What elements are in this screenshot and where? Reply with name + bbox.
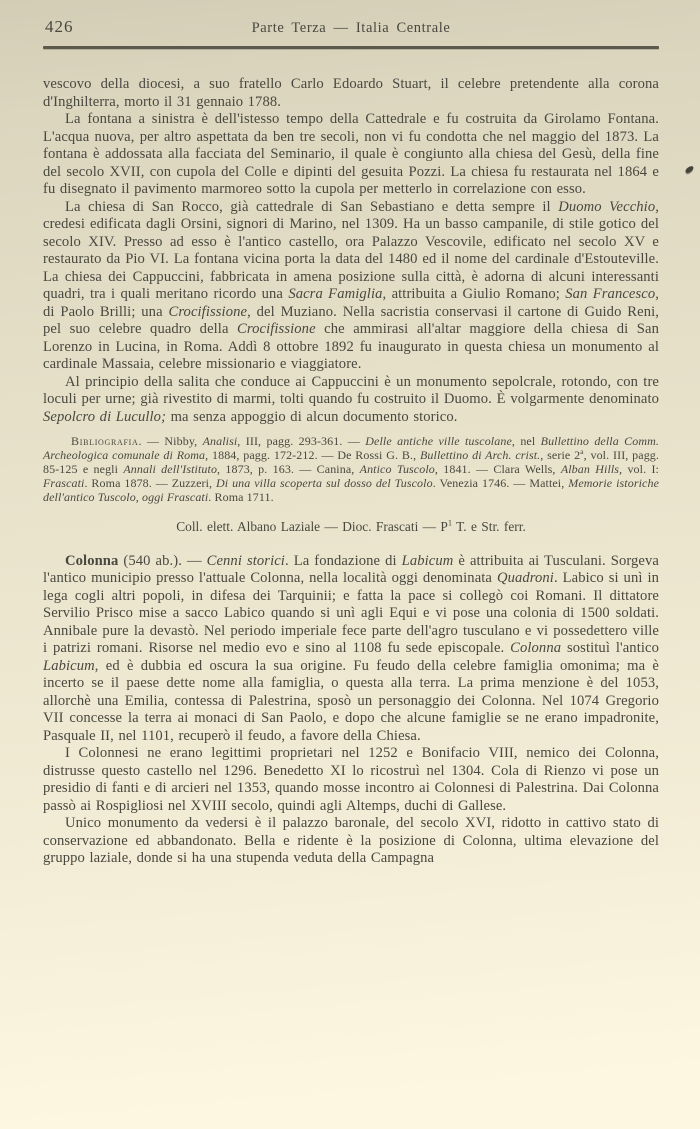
text-segment: Frascati — [43, 475, 85, 490]
para-vescovo-continuation — [43, 76, 659, 111]
text-segment: Unico monumento da vedersi è il palazzo baronale, del secolo XVI, ridotto in cattivo stato di conservazione ed abbandonato. Bella e ridente è la posizione di Colonna, ultima elevazione del gruppo laziale, donde si ha una stupenda veduta della Campagna — [43, 815, 659, 867]
text-segment: Coll. elett. Albano Laziale — Dioc. Frascati — P — [176, 518, 448, 534]
text-segment: T. e Str. ferr. — [452, 518, 526, 534]
text-segment: I Colonnesi ne erano legittimi proprietari nel 1252 e Bonifacio VIII, nemico dei Colonna, distrusse questo castello nel 1296. Benedetto XI lo ricostruì nel 1304. Cola di Rienzo vi pose un presidio di fanti e di arcieri nel 1353, quando mosse incontro ai Colonnesi di Palestrina. Dai Colonna passò ai Rospigliosi nel XVIII secolo, quindi agli Altemps, duchi di Gallese. — [43, 745, 659, 814]
text-segment: . — Nibby, — [138, 434, 203, 448]
text-segment: , vol. III, pagg. 85-125 e negli — [43, 447, 659, 476]
text-segment: Bullettino di Arch. crist. — [419, 447, 541, 462]
page-header — [43, 17, 659, 39]
text-segment: , di Paolo Brilli; una — [43, 286, 659, 320]
text-segment: 1 — [447, 518, 453, 528]
text-segment: , del Muziano. Nella sacristia conservasi il cartone di Guido Reni, pel suo celebre quadro della — [43, 303, 660, 337]
text-segment: Bibliografia — [71, 434, 139, 448]
text-segment: Sacra Famiglia — [288, 286, 383, 302]
text-segment: Annali dell'Istituto — [123, 461, 218, 476]
text-segment: , 1884, pagg. 172-212. — De Rossi G. B., — [205, 447, 420, 462]
para-palazzo-baronale — [43, 815, 659, 868]
text-segment: , III, pagg. 293-361. — — [237, 434, 366, 448]
text-segment: a — [580, 446, 584, 456]
collegio-line — [43, 519, 659, 535]
text-segment: , attribuita a Giulio Romano; — [382, 286, 566, 302]
bibliography — [43, 435, 659, 505]
text-segment: Labicum — [401, 552, 454, 569]
text-segment: Labicum — [43, 657, 95, 674]
text-segment: , ed è dubbia ed oscura la sua origine. Fu feudo della celebre famiglia omonima; ma è incerto se il paese dette nome alla famiglia, o questa alla terra. La prima menzione è del 1053, allorchè una Emilia, contessa di Palestrina, sposò un personaggio dei Colonna. Nel 1074 Gregorio VII concesse la terra ai monaci di San Paolo, e dopo che alcune famiglie se ne erano impadronite, Pasquale II, nel 1101, recuperò il feudo, a favore della Chiesa. — [43, 657, 659, 744]
page-content — [43, 17, 659, 868]
para-colonnesi — [43, 745, 659, 815]
page-number: 426 — [45, 17, 74, 36]
text-segment: La chiesa di San Rocco, già cattedrale di San Sebastiano e detta sempre il — [65, 198, 559, 215]
text-segment: Quadroni — [496, 570, 554, 587]
text-segment: . Labico si unì in lega cogli altri popoli, in difesa dei Tarquinii; e fatta la pace si collegò coi Romani. Il dittatore Servilio Prisco mise a sacco Labico quando si unì agli Equi e vi pose una colonia di 1500 soldati. Annibale pure la devastò. Nel periodo imperiale fece parte dell'agro tusculano e vi possedettero ville i patrizi romani. Risorse nel medio evo e sino al 1108 fu sede episcopale. — [43, 570, 659, 657]
text-segment: Memorie istoriche dell'antico Tuscolo, oggi Frascati — [43, 475, 659, 504]
text-segment: , credesi edificata dagli Orsini, signori di Marino, nel 1309. Ha un basso campanile, di stile gotico del secolo XIV. Presso ad esso è l'antico castello, ora Palazzo Vescovile, edificato nel secolo XV e restaurato da Pio VI. La fontana vicina porta la data del 1480 ed il nome del cardinale d'Estouteville. La chiesa dei Cappuccini, fabbricata in amena posizione sulla città, è adorna di alcuni interessanti quadri, tra i quali meritano ricordo una — [43, 198, 659, 302]
header-rule — [43, 46, 659, 49]
text-body — [43, 76, 659, 868]
text-segment: Duomo Vecchio — [558, 198, 656, 215]
text-segment: Alban Hills — [560, 461, 620, 476]
text-segment: Al principio della salita che conduce ai Cappuccini è un monumento sepolcrale, rotondo, con tre loculi per urne; già rivestito di marmi, tolti quando fu costruito il Duomo. È volgarmente denominato — [43, 373, 659, 407]
text-segment: è attribuita ai Tusculani. Sorgeva l'antico municipio presso l'attuale Colonna, nella località oggi denominata — [43, 552, 659, 587]
text-segment: , 1873, p. 163. — Canina, — [217, 461, 360, 476]
text-segment: vescovo della diocesi, a suo fratello Carlo Edoardo Stuart, il celebre pretendente alla corona d'Inghilterra, morto il 31 gennaio 1788. — [43, 76, 659, 110]
text-segment: . Roma 1711. — [208, 489, 274, 504]
text-segment: Crocifissione — [168, 303, 248, 320]
text-segment: ma senza appoggio di alcun documento storico. — [166, 408, 458, 425]
para-fontana — [43, 111, 659, 199]
text-segment: (540 ab.). — — [118, 552, 207, 569]
text-segment: , nel — [511, 434, 541, 448]
para-colonna-cenni-storici — [43, 553, 659, 746]
text-segment: . La fondazione di — [284, 552, 402, 569]
text-segment: Colonna — [510, 640, 562, 657]
text-segment: Antico Tuscolo — [359, 461, 435, 476]
text-segment: . Roma 1878. — Zuzzeri, — [84, 475, 217, 490]
text-segment: San Francesco — [565, 286, 656, 302]
running-title: Parte Terza — Italia Centrale — [251, 20, 451, 36]
text-segment: Delle antiche ville tuscolane — [365, 434, 512, 448]
text-segment: che ammirasi all'altar maggiore della chiesa di San Lorenzo in Lucina, in Roma. Addì 8 ottobre 1892 fu inaugurato in questa chiesa un monumento al cardinale Massaia, celebre missionario e viaggiatore. — [43, 321, 659, 372]
para-san-rocco — [43, 199, 659, 374]
text-segment: Di una villa scoperta sul dosso del Tuscolo — [216, 475, 433, 490]
text-segment: Bullettino della Comm. Archeologica comunale di Roma — [43, 434, 659, 462]
text-segment: , serie 2 — [540, 447, 581, 462]
text-segment: sostituì l'antico — [561, 640, 659, 657]
text-segment: Colonna — [65, 552, 119, 569]
text-segment: . Venezia 1746. — Mattei, — [432, 475, 569, 490]
text-segment: Crocifissione — [237, 321, 316, 337]
text-segment: La fontana a sinistra è dell'istesso tempo della Cattedrale e fu costruita da Girolamo Fontana. L'acqua nuova, per altro aspettata da ben tre secoli, non vi fu condotta che nel maggio del 1873. La fontana è addossata alla facciata del Seminario, il quale è congiunto alla chiesa del Gesù, della fine del secolo XVII, con cupola del Colle e dipinti del gesuita Pozzi. La chiesa fu restaurata nel 1864 e fu disegnato il pavimento marmoreo sotto la cupola per metterlo in correlazione con esso. — [43, 111, 659, 197]
ink-speck-artifact — [684, 165, 694, 174]
text-segment: , 1841. — Clara Wells, — [434, 461, 561, 476]
text-segment: Cenni storici — [206, 552, 285, 569]
text-segment: , vol. I: — [619, 461, 659, 476]
text-segment: Analisi — [202, 434, 238, 448]
text-segment: Sepolcro di Lucullo; — [43, 408, 167, 425]
para-monumento-sepolcrale — [43, 374, 659, 427]
